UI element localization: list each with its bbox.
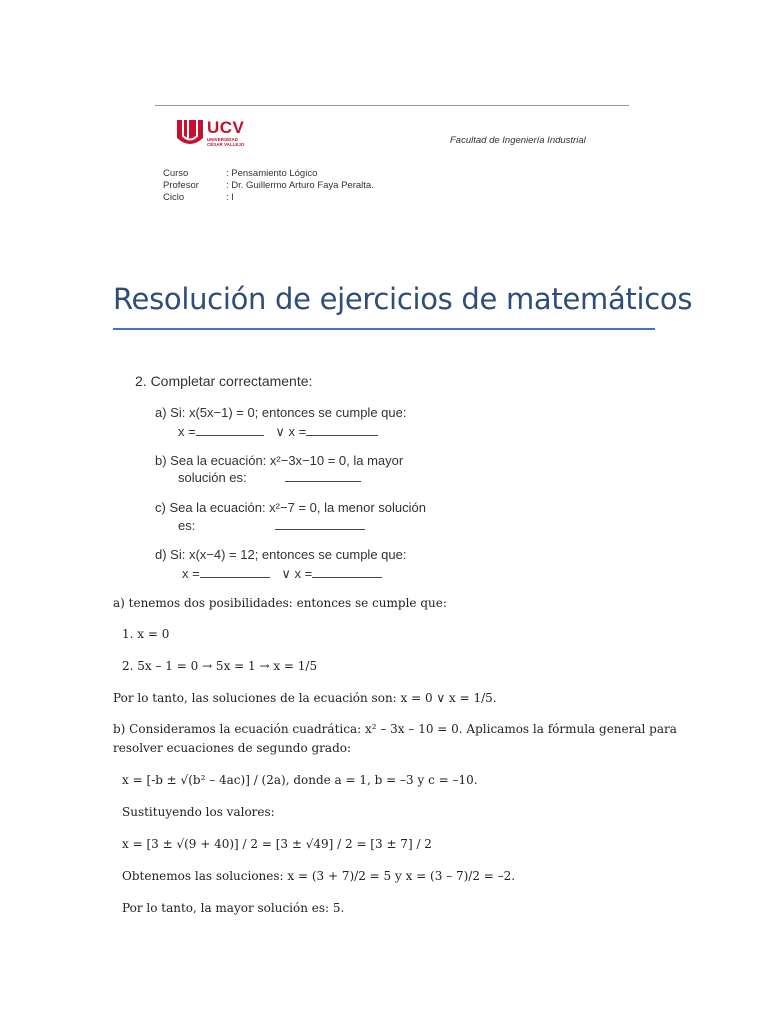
ucv-logo-icon xyxy=(175,118,205,150)
exercise-a-answer-line xyxy=(178,424,378,440)
exercise-d-statement: d) Si: x(x−4) = 12; entonces se cumple que: xyxy=(155,547,407,562)
answer-blank xyxy=(306,424,378,436)
answer-b-calculation: x = [3 ± √(9 + 40)] / 2 = [3 ± √49] / 2 = [3 ± 7] / 2 xyxy=(122,837,432,851)
answer-a-conclusion: Por lo tanto, las soluciones de la ecuación son: x = 0 ∨ x = 1/5. xyxy=(113,691,497,705)
answer-b-solutions: Obtenemos las soluciones: x = (3 + 7)/2 = 5 y x = (3 – 7)/2 = –2. xyxy=(122,869,516,883)
answer-blank xyxy=(196,424,264,436)
answer-b-intro-line-1: b) Consideramos la ecuación cuadrática: x² – 3x – 10 = 0. Aplicamos la fórmula general para xyxy=(113,722,677,736)
info-label: Curso xyxy=(163,168,189,179)
faculty-name: Facultad de Ingeniería Industrial xyxy=(450,135,586,146)
exercise-a-statement: a) Si: x(5x−1) = 0; entonces se cumple que: xyxy=(155,405,407,420)
exercise-b-answer-line xyxy=(178,470,361,485)
info-label: Profesor xyxy=(163,180,199,191)
logo-subtext: UNIVERSIDAD CÉSAR VALLEJO xyxy=(207,137,245,147)
answer-b-formula: x = [-b ± √(b² – 4ac)] / (2a), donde a = 1, b = –3 y c = –10. xyxy=(122,773,478,787)
or-label: ∨ x = xyxy=(275,424,307,439)
answer-label: x = xyxy=(178,424,196,439)
answer-label: es: xyxy=(178,518,196,533)
answer-blank xyxy=(285,470,361,482)
exercise-d-answer-line xyxy=(182,566,382,582)
title-underline xyxy=(113,328,655,330)
info-value: : Dr. Guillermo Arturo Faya Peralta. xyxy=(226,180,374,191)
exercise-c-statement: c) Sea la ecuación: x²−7 = 0, la menor solución xyxy=(155,500,426,515)
exercise-b-statement: b) Sea la ecuación: x²−3x−10 = 0, la mayor xyxy=(155,453,404,468)
answer-blank xyxy=(200,566,270,578)
info-value: : I xyxy=(226,192,234,203)
answer-a-step-2: 2. 5x – 1 = 0 → 5x = 1 → x = 1/5 xyxy=(122,659,318,673)
header-rule xyxy=(155,105,629,106)
answer-b-substitution: Sustituyendo los valores: xyxy=(122,805,275,819)
answer-blank xyxy=(275,518,365,530)
info-label: Ciclo xyxy=(163,192,185,203)
answer-label: solución es: xyxy=(178,470,247,485)
info-value: : Pensamiento Lógico xyxy=(226,168,318,179)
exercise-heading: 2. Completar correctamente: xyxy=(135,373,313,389)
or-label: ∨ x = xyxy=(281,566,313,581)
logo-text: UCV xyxy=(207,118,245,137)
answer-label: x = xyxy=(182,566,200,581)
answer-a-step-1: 1. x = 0 xyxy=(122,627,170,641)
exercise-c-answer-line xyxy=(178,518,365,533)
answer-blank xyxy=(312,566,382,578)
answer-b-intro-line-2: resolver ecuaciones de segundo grado: xyxy=(113,741,352,755)
page-title: Resolución de ejercicios de matemáticos xyxy=(113,282,693,316)
answer-a-intro: a) tenemos dos posibilidades: entonces se cumple que: xyxy=(113,596,447,610)
answer-b-conclusion: Por lo tanto, la mayor solución es: 5. xyxy=(122,901,345,915)
